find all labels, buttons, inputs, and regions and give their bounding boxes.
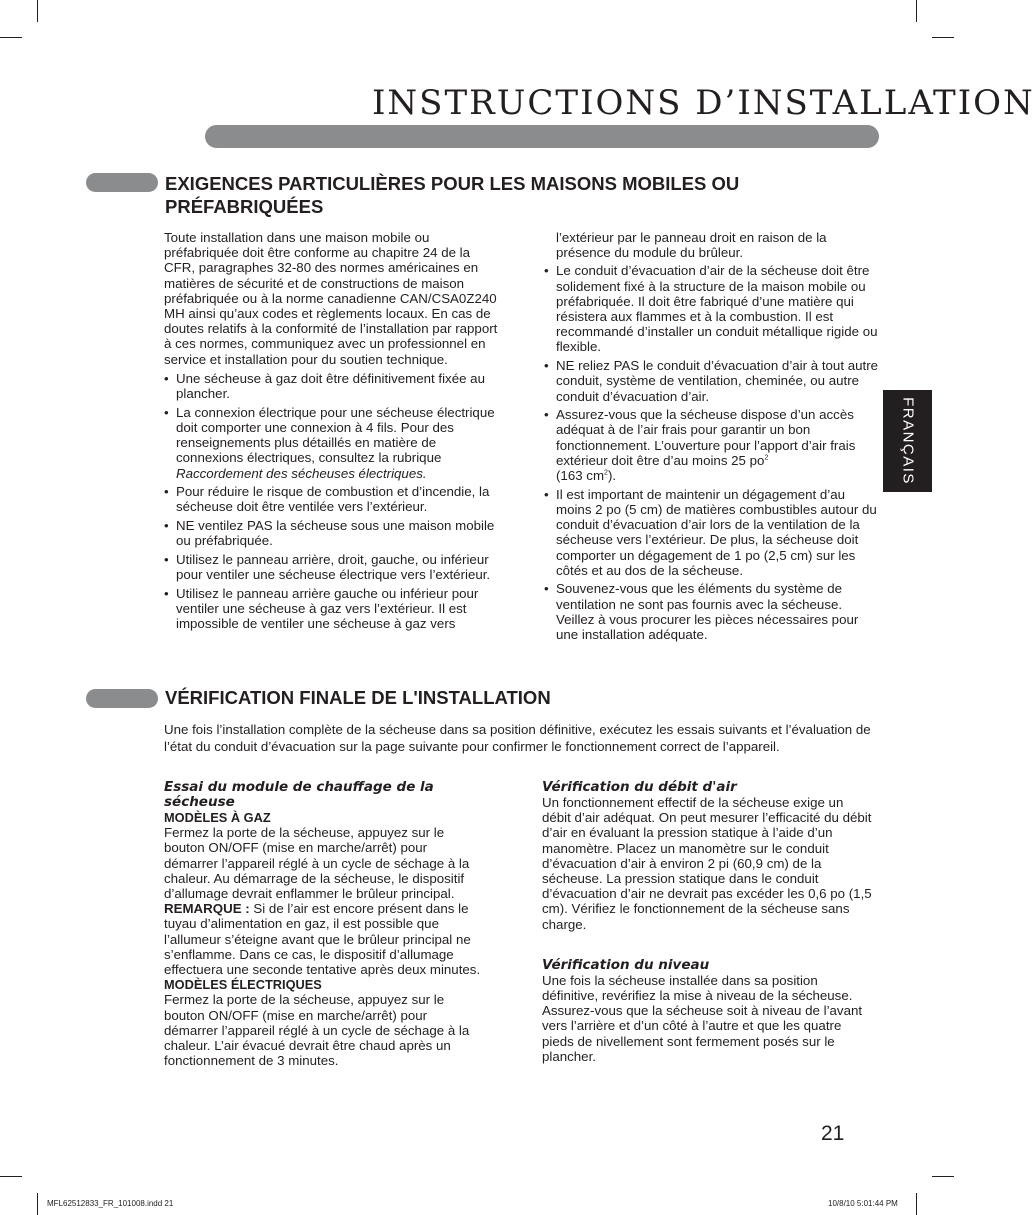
list-item: • NE ventilez PAS la sécheuse sous une maison mobile ou préfabriquée. bbox=[164, 518, 504, 548]
crop-mark bbox=[916, 1193, 917, 1215]
crop-mark bbox=[37, 1193, 38, 1215]
section1-left-list bbox=[164, 371, 504, 632]
list-item bbox=[544, 407, 880, 483]
title-bar bbox=[205, 125, 879, 148]
crop-mark bbox=[37, 0, 38, 22]
crop-mark bbox=[932, 1176, 954, 1177]
level-check-text: Une fois la sécheuse installée dans sa position définitive, revérifiez la mise à niveau de la sécheuse. Assurez-vous que la sécheuse soit à niveau de l’avant vers l’arrière et d’un côté à l’autre et que les quatre pieds de nivellement sont fermement posés sur le plancher. bbox=[542, 972, 863, 1064]
list-item-text: Assurez-vous que la sécheuse dispose d’un accès adéquat à de l’air frais pour garantir un bon fonctionnement. L’ouverture pour l’apport d’air frais extérieur doit être d’au moins 25 po bbox=[556, 407, 856, 468]
section2-left-column bbox=[164, 780, 484, 1068]
list-item-end: ). bbox=[607, 468, 617, 484]
footer-timestamp: 10/8/10 5:01:44 PM bbox=[828, 1199, 898, 1208]
section-marker bbox=[86, 173, 158, 192]
list-item: • Souvenez-vous que les éléments du système de ventilation ne sont pas fournis avec la sécheuse. Veillez à vous procurer les pièces nécessaires pour une installation adéquate. bbox=[544, 581, 880, 642]
section1-intro: Toute installation dans une maison mobile ou préfabriquée doit être conforme au chapitre 24 de la CFR, paragraphes 32-80 des normes américaines en matières de sécurité et de constructions de maison préfabriquée ou à la norme canadienne CAN/CSA0Z240 MH ainsi qu’aux codes et règlements locaux. En cas de doutes relatifs à la conformité de l’installation par rapport à ces normes, communiquez avec un professionnel en service et installation pour du soutien technique. bbox=[164, 230, 498, 367]
page-number: 21 bbox=[821, 1122, 845, 1145]
list-item: • Le conduit d’évacuation d’air de la sécheuse doit être solidement fixé à la structure de la maison mobile ou préfabriquée. Il doit être fabriqué d’une matière qui résistera aux flammes et à la combustion. Il est recommandé d’installer un conduit métallique rigide ou flexible. bbox=[544, 263, 880, 354]
language-tab bbox=[883, 390, 932, 492]
electric-models-text: Fermez la porte de la sécheuse, appuyez sur le bouton ON/OFF (mise en marche/arrêt) pour démarrer l’appareil réglé à un cycle de séchage à la chaleur. L’air évacué devrait être chaud après un fonctionnement de 3 minutes. bbox=[164, 992, 470, 1069]
page-title: INSTRUCTIONS D’INSTALLATION bbox=[372, 83, 1035, 123]
section1-left-column bbox=[164, 230, 504, 635]
section-title-final-check: VÉRIFICATION FINALE DE L'INSTALLATION bbox=[165, 687, 551, 708]
list-item: • Pour réduire le risque de combustion et d’incendie, la sécheuse doit être ventilée vers l’extérieur. bbox=[164, 484, 504, 514]
section-reference: Raccordement des sécheuses électriques. bbox=[176, 465, 427, 481]
airflow-check-title: Vérification du débit d'air bbox=[542, 779, 737, 795]
metric-value: (163 cm bbox=[556, 468, 605, 484]
crop-mark bbox=[932, 37, 954, 38]
note-paragraph bbox=[164, 901, 484, 977]
section-marker bbox=[86, 689, 158, 708]
footer-file-info: MFL62512833_FR_101008.indd 21 bbox=[47, 1199, 174, 1208]
superscript: 2 bbox=[764, 454, 769, 462]
crop-mark bbox=[0, 1176, 22, 1177]
electric-models-heading: MODÈLES ÉLECTRIQUES bbox=[164, 977, 322, 993]
list-item: • Il est important de maintenir un dégagement d’au moins 2 po (5 cm) de matières combustibles autour du conduit d’évacuation d’air lors de la ventilation de la sécheuse vers l’extérieur. De plus, la sécheuse doit comporter un dégagement de 1 po (2,5 cm) sur les côtés et au dos de la sécheuse. bbox=[544, 487, 880, 578]
list-item bbox=[164, 405, 504, 481]
heater-test-title: Essai du module de chauffage de la sécheuse bbox=[164, 779, 434, 810]
section2-intro-text: Une fois l’installation complète de la sécheuse dans sa position définitive, exécutez les essais suivants et l’évaluation de l’état du conduit d’évacuation sur la page suivante pour confirmer le fonctionnement correct de l’appareil. bbox=[164, 722, 871, 754]
list-item-text: La connexion électrique pour une sécheuse électrique doit comporter une connexion à 4 fils. Pour des renseignements plus détaillés en matière de connexions électriques, consultez la rubrique bbox=[176, 404, 495, 466]
airflow-check-text: Un fonctionnement effectif de la sécheuse exige un débit d’air adéquat. On peut mesurer l’efficacité du débit d’air en évaluant la pression statique à l’aide d’un manomètre. Placez un manomètre sur le conduit d’évacuation d’air à environ 2 pi (60,9 cm) de la sécheuse. La pression statique dans le conduit d’évacuation d’air ne devrait pas excéder les 0,6 po (1,5 cm). Vérifiez le fonctionnement de la sécheuse sans charge. bbox=[542, 795, 872, 932]
section2-intro bbox=[164, 722, 874, 755]
note-text: Si de l’air est encore présent dans le tuyau d’alimentation en gaz, il est possible que l’allumeur s’éteigne avant que le brûleur principal ne s’enflamme. Dans ce cas, le dispositif d’allumage effectuera une seconde tentative après deux minutes. bbox=[164, 901, 481, 978]
list-item: • Une sécheuse à gaz doit être définitivement fixée au plancher. bbox=[164, 371, 504, 401]
gas-models-heading: MODÈLES À GAZ bbox=[164, 810, 271, 825]
section2-right-column bbox=[542, 780, 874, 1064]
crop-mark bbox=[0, 37, 22, 38]
superscript: 2 bbox=[604, 469, 608, 477]
section1-continuation: l’extérieur par le panneau droit en raison de la présence du module du brûleur. bbox=[556, 230, 827, 261]
section-title-mobile-homes: EXIGENCES PARTICULIÈRES POUR LES MAISONS MOBILES OU PRÉFABRIQUÉES bbox=[165, 173, 740, 217]
gas-models-text: Fermez la porte de la sécheuse, appuyez sur le bouton ON/OFF (mise en marche/arrêt) pour démarrer l’appareil réglé à un cycle de séchage à la chaleur. Au démarrage de la sécheuse, le dispositif d’allumage devrait enflammer le brûleur principal. bbox=[164, 825, 470, 902]
list-item: • NE reliez PAS le conduit d’évacuation d’air à tout autre conduit, système de ventilation, cheminée, ou autre conduit d’évacuation d’air. bbox=[544, 358, 880, 404]
language-tab-label: FRANÇAIS bbox=[899, 397, 916, 485]
note-label: REMARQUE : bbox=[164, 901, 250, 917]
list-item: • Utilisez le panneau arrière, droit, gauche, ou inférieur pour ventiler une sécheuse électrique vers l’extérieur. bbox=[164, 552, 504, 582]
section1-right-column bbox=[544, 230, 880, 646]
level-check-title: Vérification du niveau bbox=[542, 956, 710, 973]
list-item: • Utilisez le panneau arrière gauche ou inférieur pour ventiler une sécheuse à gaz vers l’extérieur. Il est impossible de ventiler une sécheuse à gaz vers bbox=[164, 586, 504, 632]
section1-right-list bbox=[544, 263, 880, 642]
crop-mark bbox=[916, 0, 917, 22]
